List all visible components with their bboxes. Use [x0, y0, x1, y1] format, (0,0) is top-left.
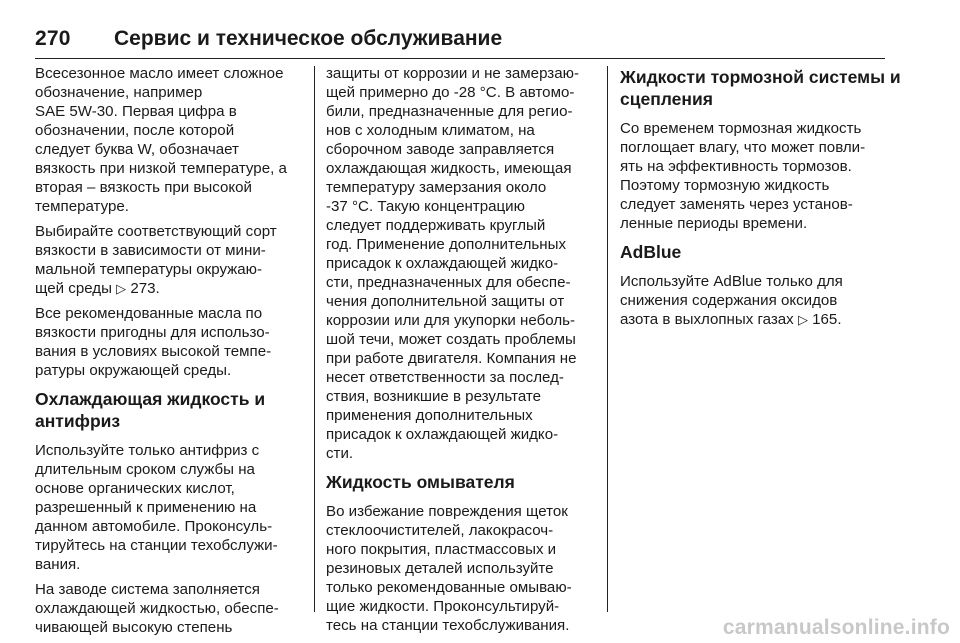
text-line: температуру замерзания около: [326, 179, 547, 196]
column-divider: [314, 66, 315, 612]
text-line: SAE 5W-30. Первая цифра в: [35, 103, 237, 120]
column-1: [35, 64, 307, 643]
text-line: разрешенный к применению на: [35, 499, 257, 516]
text-line: при работе двигателя. Компания не: [326, 350, 577, 367]
section-heading-coolant: [35, 388, 307, 432]
text-line: Используйте AdBlue только для: [620, 273, 843, 290]
text-fragment: азота в выхлопных газах: [620, 311, 794, 328]
text-line: сборочном заводе заправляется: [326, 141, 555, 158]
text-line: -37 °C. Такую концентрацию: [326, 198, 525, 215]
section-heading-adblue: AdBlue: [620, 242, 682, 262]
text-line: следует буква W, обозначает: [35, 141, 239, 158]
text-line: сти, предназначенных для обеспе‐: [326, 274, 571, 291]
page-reference-arrow-icon: ▷: [116, 281, 127, 296]
paragraph-adblue: [620, 272, 892, 329]
text-line: охлаждающая жидкость, имеющая: [326, 160, 572, 177]
text-line: тируйтесь на станции техобслужи‐: [35, 537, 278, 554]
page-reference-link[interactable]: 273.: [130, 280, 160, 297]
text-line: ного покрытия, пластмассовых и: [326, 541, 557, 558]
text-line: [35, 279, 307, 298]
text-line: тесь на станции техобслуживания.: [326, 617, 570, 634]
text-line: поглощает влагу, что может повли‐: [620, 139, 866, 156]
heading-line: антифриз: [35, 411, 121, 431]
text-line: чивающей высокую степень: [35, 619, 233, 636]
text-line: щей примерно до -28 °C. В автомо‐: [326, 84, 575, 101]
paragraph-recommended-oils: [35, 304, 307, 380]
paragraph-washer-fluid: [326, 502, 598, 635]
column-3: [620, 64, 901, 335]
text-line: били, предназначенные для регио‐: [326, 103, 573, 120]
text-line: сти.: [326, 445, 354, 462]
text-line: только рекомендованные омываю‐: [326, 579, 572, 596]
text-line: мальной температуры окружаю‐: [35, 261, 263, 278]
text-line: температуре.: [35, 198, 129, 215]
page-reference-arrow-icon: ▷: [797, 312, 808, 327]
page-header: [35, 24, 885, 59]
text-line: Все рекомендованные масла по: [35, 305, 263, 322]
text-line: Выбирайте соответствующий сорт: [35, 223, 277, 240]
text-line: присадок к охлаждающей жидко‐: [326, 426, 559, 443]
paragraph-coolant-protection: [326, 64, 598, 463]
paragraph-oil-designation: [35, 64, 307, 216]
text-line: [620, 310, 892, 329]
text-line: резиновых деталей используйте: [326, 560, 554, 577]
text-line: обозначение, например: [35, 84, 203, 101]
heading-line: Охлаждающая жидкость и: [35, 389, 266, 409]
section-heading-washer-fluid: Жидкость омывателя: [326, 472, 515, 492]
column-2: [326, 64, 598, 641]
text-line: основе органических кислот,: [35, 480, 235, 497]
text-line: длительным сроком службы на: [35, 461, 255, 478]
text-line: Всесезонное масло имеет сложное: [35, 65, 284, 82]
text-line: обозначении, после которой: [35, 122, 235, 139]
paragraph-antifreeze: [35, 441, 307, 574]
text-line: вторая – вязкость при высокой: [35, 179, 252, 196]
text-line: ять на эффективность тормозов.: [620, 158, 852, 175]
text-line: следует заменять через установ‐: [620, 196, 853, 213]
text-line: вязкость при низкой температуре, а: [35, 160, 287, 177]
text-line: ратуры окружающей среды.: [35, 362, 232, 379]
page-title: Сервис и техническое обслуживание: [114, 27, 503, 50]
heading-line: Жидкости тормозной системы и: [620, 67, 901, 87]
text-line: нов с холодным климатом, на: [326, 122, 535, 139]
text-line: Во избежание повреждения щеток: [326, 503, 568, 520]
text-line: чения дополнительной защиты от: [326, 293, 565, 310]
text-line: стеклоочистителей, лакокрасоч‐: [326, 522, 554, 539]
paragraph-factory-fill: [35, 580, 307, 637]
column-divider: [607, 66, 608, 612]
paragraph-brake-fluid: [620, 119, 892, 233]
text-line: вания.: [35, 556, 81, 573]
text-line: ствия, возникшие в результате: [326, 388, 542, 405]
heading-line: сцепления: [620, 89, 713, 109]
text-line: щие жидкости. Проконсультируй‐: [326, 598, 560, 615]
text-line: вания в условиях высокой темпе‐: [35, 343, 272, 360]
text-fragment: щей среды: [35, 280, 112, 297]
watermark: carmanualsonline.info: [722, 616, 950, 639]
text-line: данном автомобиле. Проконсуль‐: [35, 518, 273, 535]
text-line: защиты от коррозии и не замерзаю‐: [326, 65, 579, 82]
text-line: несет ответственности за послед‐: [326, 369, 564, 386]
text-line: применения дополнительных: [326, 407, 533, 424]
text-line: снижения содержания оксидов: [620, 292, 838, 309]
text-line: охлаждающей жидкостью, обеспе‐: [35, 600, 279, 617]
section-heading-brake-fluid: [620, 66, 901, 110]
page-reference-link[interactable]: 165.: [812, 311, 842, 328]
page-number: 270: [35, 27, 71, 50]
text-line: ленные периоды времени.: [620, 215, 808, 232]
text-line: шой течи, может создать проблемы: [326, 331, 576, 348]
text-line: присадок к охлаждающей жидко‐: [326, 255, 559, 272]
paragraph-viscosity-choice: [35, 222, 307, 298]
text-line: Со временем тормозная жидкость: [620, 120, 862, 137]
text-line: коррозии или для укупорки неболь‐: [326, 312, 576, 329]
text-line: вязкости пригодны для использо‐: [35, 324, 270, 341]
text-line: год. Применение дополнительных: [326, 236, 567, 253]
text-line: Используйте только антифриз с: [35, 442, 260, 459]
text-line: Поэтому тормозную жидкость: [620, 177, 830, 194]
text-line: На заводе система заполняется: [35, 581, 260, 598]
text-line: следует поддерживать круглый: [326, 217, 546, 234]
text-line: вязкости в зависимости от мини‐: [35, 242, 266, 259]
